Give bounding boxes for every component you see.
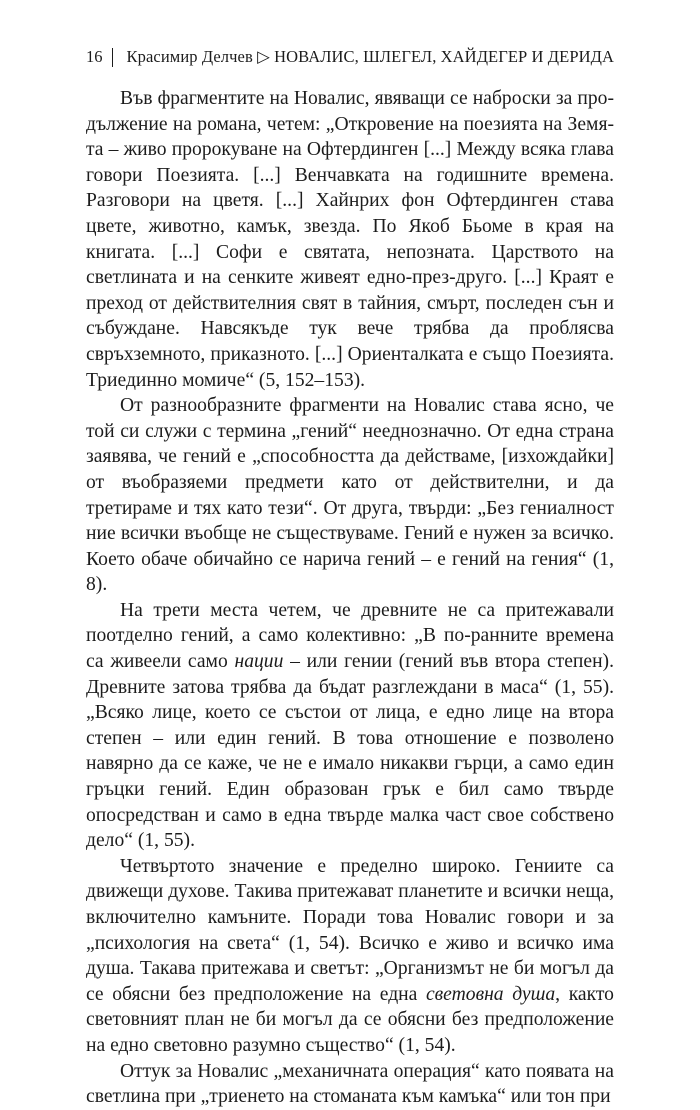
header-divider (112, 48, 113, 67)
page-number: 16 (86, 47, 103, 66)
text-run: , както световният план не би могъл да се обясни без предположение на едно световно разумно същество“ (1, 54). (86, 983, 614, 1056)
running-header (86, 44, 614, 70)
paragraph-3 (86, 598, 614, 854)
running-head (127, 44, 614, 70)
author-name: Красимир Делчев (126, 47, 253, 66)
text-run: Четвъртото значение е пределно широко. Гениите са движещи духове. Такива притежават планетите и всички неща, включително камъните. Поради това Новалис говори и за „психология на света“ (1, 54). Всичко е живо и всичко има душа. Такава притежава и светът: „Организмът не би могъл да се обясни без предположение на една (86, 855, 614, 1005)
paragraph-1 (86, 86, 614, 393)
paragraph-4 (86, 854, 614, 1059)
italic-term: световна душа (425, 983, 556, 1005)
separator-triangle-icon: ▷ (257, 47, 270, 66)
text-run: На трети места четем, че древните не са притежавали поотделно гений, а само колективно: „В по-ранните времена са живеели само (86, 599, 614, 673)
text-run: Във фрагментите на Новалис, явяващи се наброски за продължение на романа, четем: „Откровение на поезията на Земята – живо пророкуване на Офтердинген [...] Между всяка глава говори Поезията. [...] Венчавката на годишните времена. Разговори на цветя. [...] Хайнрих фон Офтердинген става цвете, животно, камък, звезда. По Якоб Бьоме в края на книгата. [...] Софи е святата, непозната. Царството на светлината и на сенките живеят едно-през-друго. [...] Краят е преход от действителния свят в тайния, смърт, последен сън и събуждане. Навсякъде тук вече трябва да проблясва свръхземното, приказното. [...] Ориенталката е също Поезията. Триединно момиче“ (5, 152–153). (86, 88, 614, 391)
italic-term: нации (234, 651, 284, 673)
text-run: Оттук за Новалис „механичната операция“ като появата на светлина при „триенето на стоманата към камъка“ или тон при (86, 1060, 614, 1108)
body-text (86, 86, 614, 1110)
text-run: От разнообразните фрагменти на Новалис става ясно, че той си служи с термина „гений“ нееднозначно. От една страна заявява, че гений е „способността да действаме, [изхождайки] от въобразяеми предмети като от действителни, и да третираме и тях като тези“. От друга, твърди: „Без гениалност ние всички въобще не съществуваме. Гений е нужен за всичко. Което обаче обичайно се нарича гений – е гений на гения“ (1, 8). (86, 395, 614, 596)
book-title: НОВАЛИС, ШЛЕГЕЛ, ХАЙДЕГЕР И ДЕРИДА (274, 47, 614, 66)
text-run: – или гении (гений във втора степен). Древните затова трябва да бъдат разглеждани в маса“ (1, 55). „Всяко лице, което се състои от лица, е едно лице на втора степен – или един гений. В това отношение е позволено навярно да се каже, че не е имало никакви гърци, а само един гръцки гений. Един образован грък е бил само твърде опосредстван и само в една твърде малка част свое собствено дело“ (1, 55). (86, 651, 614, 852)
paragraph-2 (86, 393, 614, 598)
paragraph-5 (86, 1059, 614, 1110)
